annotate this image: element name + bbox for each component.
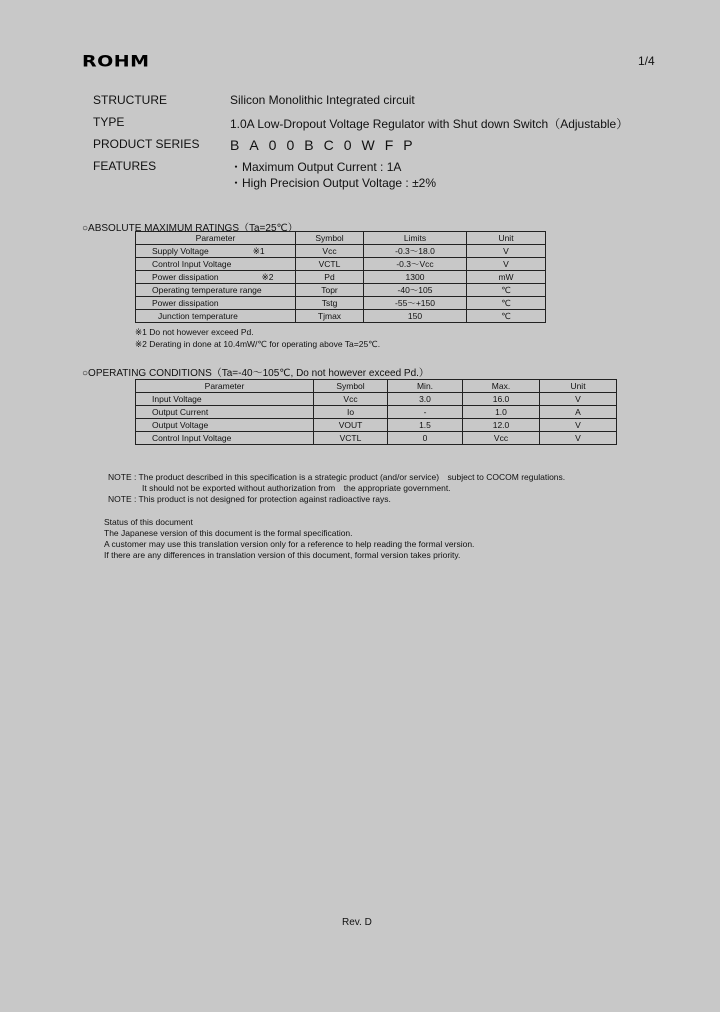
features-list — [230, 159, 436, 191]
header-min: Min. — [388, 380, 463, 393]
symbol-cell: Pd — [296, 271, 364, 284]
header-limits: Limits — [364, 232, 467, 245]
max-cell: 12.0 — [463, 419, 540, 432]
status-title: Status of this document — [104, 517, 193, 527]
param-text: Power dissipation — [152, 298, 219, 308]
table-header-row — [136, 380, 617, 393]
min-cell: 0 — [388, 432, 463, 445]
table-header-row — [136, 232, 546, 245]
revision-label: Rev. D — [342, 917, 372, 928]
param-cell — [136, 310, 296, 323]
symbol-cell: Tjmax — [296, 310, 364, 323]
footnote-mark: ※1 — [252, 246, 265, 256]
feature-item: ・Maximum Output Current : 1A — [230, 160, 402, 174]
note-cocom: NOTE : The product described in this specification is a strategic product (and/or service) subject to COCOM regulations. — [108, 472, 566, 482]
table-row — [136, 245, 546, 258]
footnote-mark: ※2 — [261, 272, 274, 282]
symbol-cell: VCTL — [314, 432, 388, 445]
symbol-cell: VOUT — [314, 419, 388, 432]
unit-cell: ℃ — [467, 310, 546, 323]
header-parameter: Parameter — [136, 232, 296, 245]
table-row — [136, 258, 546, 271]
limits-cell: -55～+150 — [364, 297, 467, 310]
header-symbol: Symbol — [296, 232, 364, 245]
param-cell — [136, 284, 296, 297]
unit-cell: V — [540, 419, 617, 432]
param-cell: Input Voltage — [136, 393, 314, 406]
footnote-1: ※1 Do not however exceed Pd. — [135, 327, 254, 337]
symbol-cell: Topr — [296, 284, 364, 297]
limits-cell: -0.3～Vcc — [364, 258, 467, 271]
max-cell: 1.0 — [463, 406, 540, 419]
note-export: It should not be exported without authorization from the appropriate government. — [108, 483, 451, 493]
symbol-cell: Vcc — [314, 393, 388, 406]
status-line: The Japanese version of this document is the formal specification. — [104, 528, 353, 538]
param-text: Power dissipation — [152, 272, 219, 282]
header-unit: Unit — [467, 232, 546, 245]
op-conditions-title: ○OPERATING CONDITIONS（Ta=-40～105℃, Do not however exceed Pd.） — [82, 368, 429, 379]
header-unit: Unit — [540, 380, 617, 393]
note-radiation: NOTE : This product is not designed for protection against radioactive rays. — [108, 494, 391, 504]
unit-cell: V — [540, 432, 617, 445]
limits-cell: 1300 — [364, 271, 467, 284]
feature-item: ・High Precision Output Voltage : ±2% — [230, 176, 437, 190]
unit-cell: ℃ — [467, 284, 546, 297]
param-cell: Control Input Voltage — [136, 432, 314, 445]
type-value: 1.0A Low-Dropout Voltage Regulator with Shut down Switch（Adjustable） — [230, 117, 629, 131]
series-label: PRODUCT SERIES — [93, 137, 200, 151]
rohm-logo: ROHM — [82, 52, 150, 71]
unit-cell: V — [540, 393, 617, 406]
symbol-cell: VCTL — [296, 258, 364, 271]
footnote-2: ※2 Derating in done at 10.4mW/℃ for operating above Ta=25℃. — [135, 339, 381, 349]
header-max: Max. — [463, 380, 540, 393]
param-text: Junction temperature — [158, 311, 238, 321]
table-row — [136, 297, 546, 310]
min-cell: 1.5 — [388, 419, 463, 432]
param-text: Supply Voltage — [152, 246, 209, 256]
limits-cell: -0.3～18.0 — [364, 245, 467, 258]
param-text: Control Input Voltage — [152, 259, 232, 269]
status-line: A customer may use this translation version only for a reference to help reading the formal version. — [104, 539, 475, 549]
table-row — [136, 419, 617, 432]
table-row — [136, 310, 546, 323]
status-line: If there are any differences in translation version of this document, formal version takes priority. — [104, 550, 461, 560]
abs-ratings-table — [135, 231, 546, 323]
param-text: Operating temperature range — [152, 285, 262, 295]
symbol-cell: Vcc — [296, 245, 364, 258]
structure-value: Silicon Monolithic Integrated circuit — [230, 93, 415, 107]
unit-cell: A — [540, 406, 617, 419]
max-cell: Vcc — [463, 432, 540, 445]
min-cell: - — [388, 406, 463, 419]
unit-cell: mW — [467, 271, 546, 284]
header-symbol: Symbol — [314, 380, 388, 393]
table-row — [136, 271, 546, 284]
page-number: 1/4 — [638, 54, 655, 68]
table-row — [136, 432, 617, 445]
symbol-cell: Io — [314, 406, 388, 419]
param-cell — [136, 297, 296, 310]
unit-cell: V — [467, 245, 546, 258]
param-cell — [136, 245, 296, 258]
param-cell: Output Voltage — [136, 419, 314, 432]
type-label: TYPE — [93, 115, 125, 129]
param-cell — [136, 271, 296, 284]
param-cell: Output Current — [136, 406, 314, 419]
max-cell: 16.0 — [463, 393, 540, 406]
features-label: FEATURES — [93, 159, 157, 173]
min-cell: 3.0 — [388, 393, 463, 406]
header-parameter: Parameter — [136, 380, 314, 393]
limits-cell: 150 — [364, 310, 467, 323]
limits-cell: -40～105 — [364, 284, 467, 297]
table-row — [136, 406, 617, 419]
abs-ratings-title: ○ABSOLUTE MAXIMUM RATINGS（Ta=25℃） — [82, 223, 298, 234]
param-cell — [136, 258, 296, 271]
structure-label: STRUCTURE — [93, 93, 167, 107]
unit-cell: V — [467, 258, 546, 271]
symbol-cell: Tstg — [296, 297, 364, 310]
table-row — [136, 393, 617, 406]
table-row — [136, 284, 546, 297]
series-value: BA00BC0WFP — [230, 137, 423, 153]
op-conditions-table — [135, 379, 617, 445]
unit-cell: ℃ — [467, 297, 546, 310]
